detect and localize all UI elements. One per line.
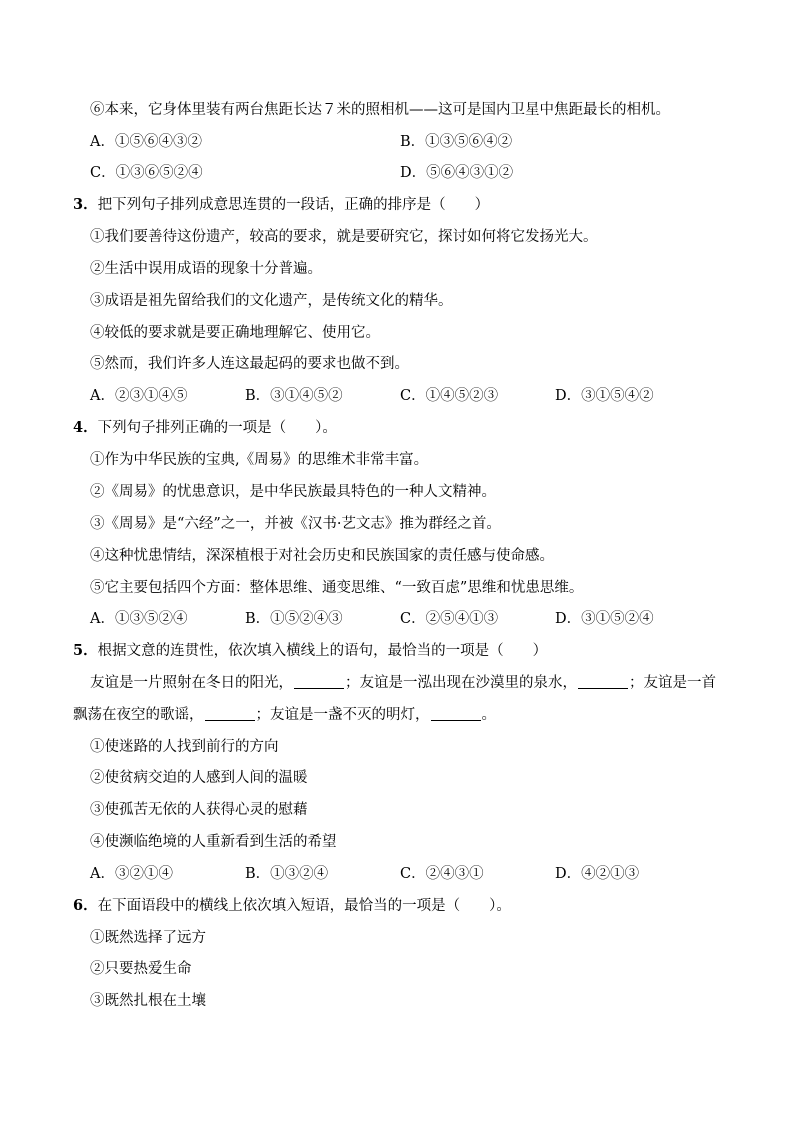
- fill-blank-2[interactable]: [578, 674, 628, 689]
- q5-stem-line: [73, 640, 547, 662]
- q4-stem-line: [73, 417, 337, 439]
- q5-para-text: 飘荡在夜空的歌谣，: [73, 707, 204, 723]
- q3-option-d: D．③①⑤④②: [555, 388, 654, 404]
- q5-item-1: ①使迷路的人找到前行的方向: [90, 739, 279, 755]
- q3-item-3: ③成语是祖先留给我们的文化遗产，是传统文化的精华。: [90, 293, 453, 309]
- q2-option-c: C．①③⑥⑤②④: [90, 165, 203, 181]
- fill-blank-4[interactable]: [431, 706, 481, 721]
- q5-item-3: ③使孤苦无依的人获得心灵的慰藉: [90, 802, 308, 818]
- q5-paragraph-line-2: [73, 704, 496, 726]
- q5-option-a: A．③②①④: [90, 866, 173, 882]
- q6-stem-line: [73, 895, 511, 917]
- q3-item-1: ①我们要善待这份遗产，较高的要求，就是要研究它，探讨如何将它发扬光大。: [90, 229, 598, 245]
- q6-item-1: ①既然选择了远方: [90, 930, 206, 946]
- q5-option-c: C．②④③①: [400, 866, 484, 882]
- q3-item-2: ②生活中误用成语的现象十分普遍。: [90, 261, 322, 277]
- q4-item-1: ①作为中华民族的宝典,《周易》的思维术非常丰富。: [90, 452, 429, 468]
- q4-item-2: ②《周易》的忧患意识，是中华民族最具特色的一种人文精神。: [90, 484, 496, 500]
- q3-stem: 把下列句子排列成意思连贯的一段话，正确的排序是（ ）: [97, 197, 490, 213]
- q5-item-2: ②使贫病交迫的人感到人间的温暖: [90, 770, 308, 786]
- q3-item-5: ⑤然而，我们许多人连这最起码的要求也做不到。: [90, 356, 409, 372]
- q2-item-6: ⑥本来，它身体里装有两台焦距长达７米的照相机——这可是国内卫星中焦距最长的相机。: [90, 102, 670, 118]
- q3-option-a: A．②③①④⑤: [90, 388, 188, 404]
- q4-item-5: ⑤它主要包括四个方面：整体思维、通变思维、“一致百虑”思维和忧患思维。: [90, 580, 584, 596]
- q4-option-c: C．②⑤④①③: [400, 611, 499, 627]
- q3-option-b: B．③①④⑤②: [245, 388, 343, 404]
- q5-stem: 根据文意的连贯性，依次填入横线上的语句，最恰当的一项是（ ）: [97, 643, 548, 659]
- q4-option-d: D．③①⑤②④: [555, 611, 654, 627]
- q5-item-4: ④使濒临绝境的人重新看到生活的希望: [90, 834, 337, 850]
- q2-option-a: A．①⑤⑥④③②: [90, 134, 202, 150]
- q3-number: 3．: [73, 196, 98, 213]
- q5-option-b: B．①③②④: [245, 866, 329, 882]
- q5-paragraph-line-1: [90, 672, 716, 694]
- q5-option-d: D．④②①③: [555, 866, 640, 882]
- q4-item-4: ④这种忧患情结，深深植根于对社会历史和民族国家的责任感与使命感。: [90, 548, 554, 564]
- q5-para-text: ；友谊是一泓出现在沙漠里的泉水，: [345, 675, 577, 691]
- q6-number: 6．: [73, 897, 98, 914]
- q3-option-c: C．①④⑤②③: [400, 388, 499, 404]
- q5-para-text: 。: [481, 707, 496, 723]
- q4-option-b: B．①⑤②④③: [245, 611, 343, 627]
- q6-item-3: ③既然扎根在土壤: [90, 993, 206, 1009]
- q4-stem: 下列句子排列正确的一项是（ ）。: [97, 420, 337, 436]
- q6-stem: 在下面语段中的横线上依次填入短语，最恰当的一项是（ ）。: [97, 898, 511, 914]
- q4-item-3: ③《周易》是“六经”之一，并被《汉书·艺文志》推为群经之首。: [90, 516, 501, 532]
- q2-option-b: B．①③⑤⑥④②: [400, 134, 513, 150]
- q5-para-text: ；友谊是一首: [629, 675, 716, 691]
- q5-para-text: 友谊是一片照射在冬日的阳光，: [90, 675, 293, 691]
- q4-option-a: A．①③⑤②④: [90, 611, 188, 627]
- q4-number: 4．: [73, 419, 98, 436]
- q2-option-d: D．⑤⑥④③①②: [400, 165, 514, 181]
- q5-para-text: ；友谊是一盏不灭的明灯，: [255, 707, 430, 723]
- fill-blank-3[interactable]: [205, 706, 255, 721]
- q3-item-4: ④较低的要求就是要正确地理解它、使用它。: [90, 325, 380, 341]
- q6-item-2: ②只要热爱生命: [90, 961, 192, 977]
- q3-stem-line: [73, 194, 489, 216]
- fill-blank-1[interactable]: [294, 674, 344, 689]
- q5-number: 5．: [73, 642, 98, 659]
